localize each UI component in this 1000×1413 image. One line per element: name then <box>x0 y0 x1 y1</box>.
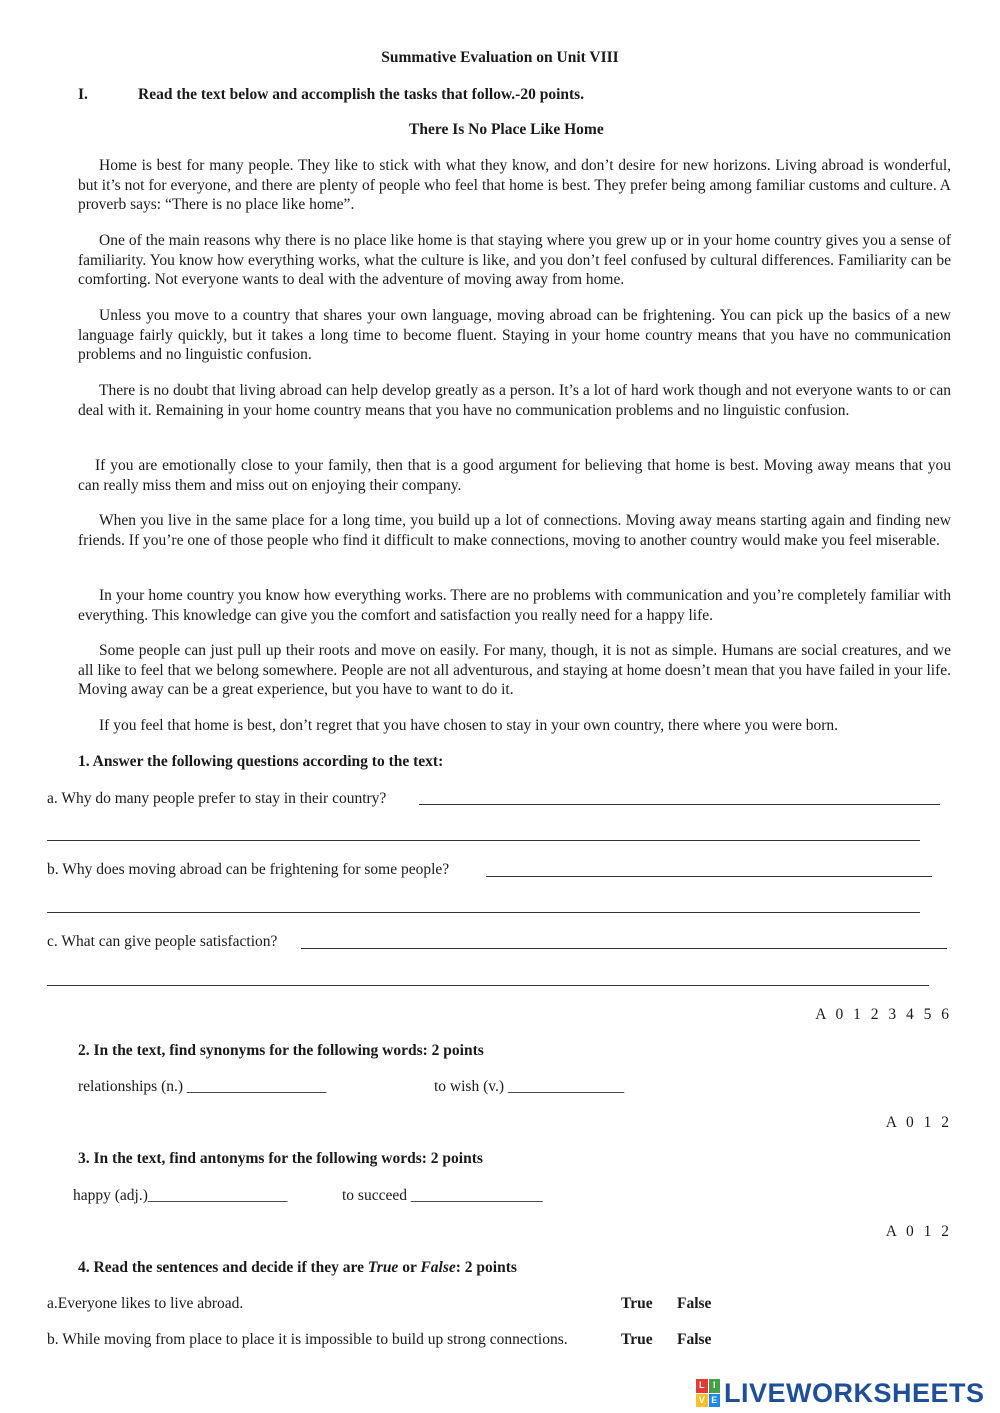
paragraph-6: When you live in the same place for a long time, you build up a lot of connections. Moving away means starting again and finding new friends. If you’re one of those people who find it difficult to make connections, moving to another country would make you feel miserable. <box>78 512 951 549</box>
logo-mark-e: E <box>709 1394 721 1408</box>
logo-text: LIVEWORKSHEETS <box>724 1377 985 1408</box>
section-instruction: Read the text below and accomplish the tasks that follow.-20 points. <box>138 86 585 103</box>
answer-c-line-1[interactable] <box>301 948 947 949</box>
answer-a-line-1[interactable] <box>419 804 940 805</box>
question-c: c. What can give people satisfaction? <box>47 933 278 950</box>
task2-score: A 0 1 2 <box>885 1114 952 1131</box>
statement-b-false[interactable]: False <box>677 1331 712 1348</box>
statement-a-false[interactable]: False <box>677 1295 712 1312</box>
answer-a-line-2[interactable] <box>47 840 920 841</box>
statement-a: a.Everyone likes to live abroad. <box>47 1295 244 1312</box>
paragraph-3: Unless you move to a country that shares your own language, moving abroad can be frightening. You can pick up the basics of a new language fairly quickly, but it takes a long time to become fluent. Staying in your home country means that you have no communication problems and no linguistic confusion. <box>78 307 951 363</box>
question-b: b. Why does moving abroad can be frightening for some people? <box>47 861 450 878</box>
logo-mark-v: V <box>696 1394 708 1408</box>
statement-b-true[interactable]: True <box>621 1331 653 1348</box>
answer-b-line-1[interactable] <box>486 876 932 877</box>
antonym-happy[interactable]: happy (adj.)__________________ <box>73 1187 288 1204</box>
paragraph-4: There is no doubt that living abroad can help develop greatly as a person. It’s a lot of hard work though and not everyone wants to or can deal with it. Remaining in your home country means that you have no communication problems and no linguistic confusion. <box>78 382 951 419</box>
task4-heading-false: False <box>420 1259 456 1276</box>
section-number: I. <box>78 86 88 103</box>
question-a: a. Why do many people prefer to stay in their country? <box>47 790 387 807</box>
logo-mark-i: I <box>709 1379 721 1393</box>
paragraph-5: If you are emotionally close to your family, then that is a good argument for believing that home is best. Moving away means that you can really miss them and miss out on enjoying their company. <box>78 457 951 494</box>
task2-heading: 2. In the text, find synonyms for the following words: 2 points <box>78 1042 484 1059</box>
paragraph-7: In your home country you know how everything works. There are no problems with communication and you’re completely familiar with everything. This knowledge can give you the comfort and satisfaction you really need for a happy life. <box>78 587 951 624</box>
task4-heading-or: or <box>398 1259 421 1276</box>
page-title: Summative Evaluation on Unit VIII <box>381 49 619 66</box>
task4-heading-pre: 4. Read the sentences and decide if they are <box>78 1259 368 1276</box>
task3-heading: 3. In the text, find antonyms for the following words: 2 points <box>78 1150 483 1167</box>
paragraph-9: If you feel that home is best, don’t regret that you have chosen to stay in your own country, there where you were born. <box>99 717 839 734</box>
task4-heading-true: True <box>367 1259 399 1276</box>
statement-b: b. While moving from place to place it is impossible to build up strong connections. <box>47 1331 568 1348</box>
answer-c-line-2[interactable] <box>47 985 929 986</box>
synonym-to-wish[interactable]: to wish (v.) _______________ <box>434 1078 625 1095</box>
statement-a-true[interactable]: True <box>621 1295 653 1312</box>
paragraph-8: Some people can just pull up their roots and move on easily. For many, though, it is not as simple. Humans are social creatures, and we all like to feel that we belong somewhere. People are not all adventurous, and staying at home doesn’t mean that you have failed in your life. Moving away can be a great experience, but you have to want to do it. <box>78 642 951 698</box>
task4-heading <box>78 1258 517 1278</box>
task1-score: A 0 1 2 3 4 5 6 <box>815 1006 952 1023</box>
reading-title: There Is No Place Like Home <box>409 121 604 138</box>
task1-heading: 1. Answer the following questions according to the text: <box>78 753 444 770</box>
task3-score: A 0 1 2 <box>885 1223 952 1240</box>
paragraph-1: Home is best for many people. They like to stick with what they know, and don’t desire for new horizons. Living abroad is wonderful, but it’s not for everyone, and there are plenty of people who feel that home is best. They prefer being among familiar customs and culture. A proverb says: “There is no place like home”. <box>78 157 951 213</box>
task4-heading-post: : 2 points <box>455 1259 517 1276</box>
paragraph-2: One of the main reasons why there is no place like home is that staying where you grew up or in your home country gives you a sense of familiarity. You know how everything works, what the culture is like, and you don’t feel confused by cultural differences. Familiarity can be comforting. Not everyone wants to deal with the adventure of moving away from home. <box>78 232 951 288</box>
logo-mark-icon <box>696 1379 720 1407</box>
antonym-to-succeed[interactable]: to succeed _________________ <box>342 1187 543 1204</box>
logo-mark-l: L <box>696 1379 708 1393</box>
liveworksheets-logo <box>696 1376 985 1410</box>
synonym-relationships[interactable]: relationships (n.) __________________ <box>78 1078 327 1095</box>
answer-b-line-2[interactable] <box>47 912 920 913</box>
